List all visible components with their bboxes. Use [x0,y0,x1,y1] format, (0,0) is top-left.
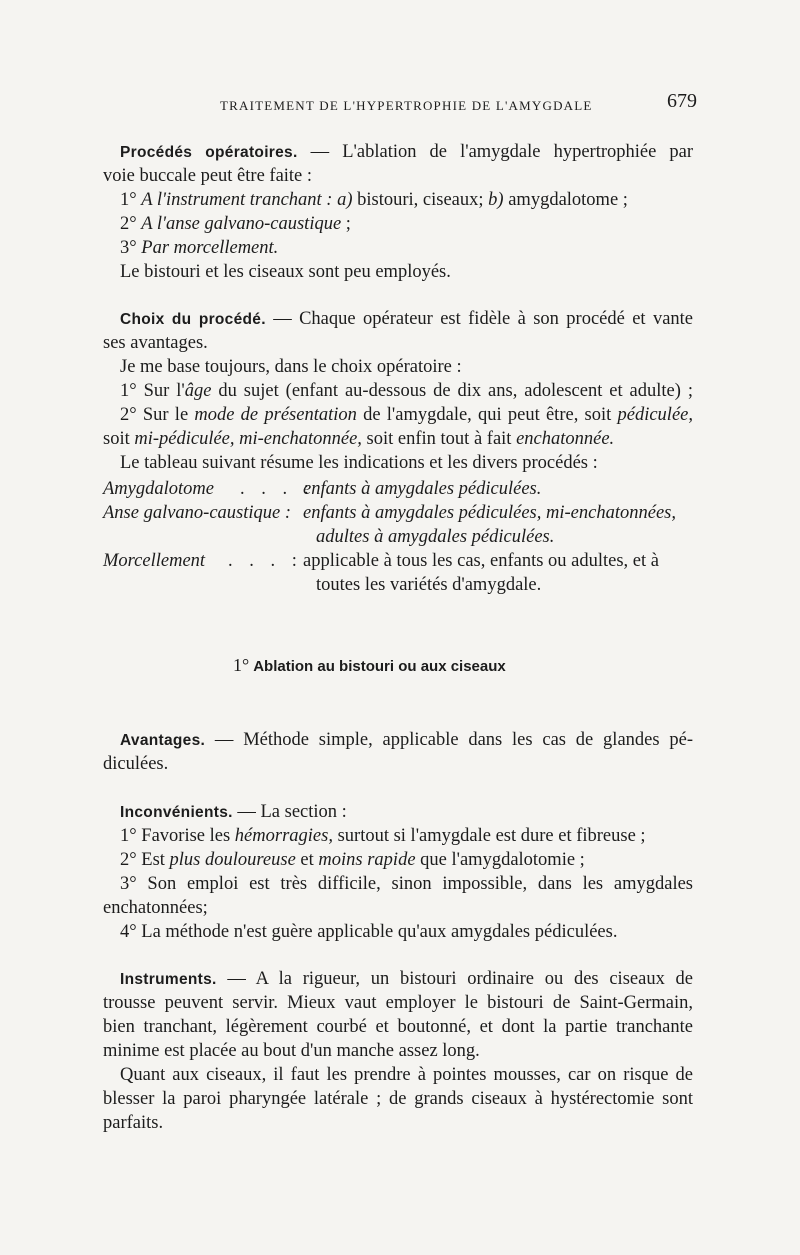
procedes-note: Le bistouri et les ciseaux sont peu employés. [120,262,451,282]
inconvenients-item-1: 1° Favorise les hémorragies, surtout si l'amygdale est dure et fibreuse ; [120,826,646,846]
table-row-2-value-2: adultes à amygdales pédiculées. [316,527,555,547]
table-row-2-label: Anse galvano-caustique : [103,503,292,523]
instruments-line-6: blesser la paroi pharyngée latérale ; de grands ciseaux à hystérectomie sont [103,1089,693,1109]
table-row-1-dots: . . . : [240,479,315,499]
table-row-3-value-1: applicable à tous les cas, enfants ou adultes, et à [303,551,659,571]
procedes-item-3: 3° Par morcellement. [120,238,279,258]
procedes-paragraph-line-1: Procédés opératoires. — L'ablation de l'amygdale hypertrophiée par [120,142,694,162]
instruments-line-5: Quant aux ciseaux, il faut les prendre à pointes mousses, car on risque de [120,1065,693,1085]
inconvenients-item-4: 4° La méthode n'est guère applicable qu'aux amygdales pédiculées. [120,922,618,942]
inconvenients-item-3-line-1: 3° Son emploi est très difficile, sinon impossible, dans les amygdales [120,874,693,894]
table-row-3-dots: . . . : [228,551,303,571]
choix-line-3: Je me base toujours, dans le choix opératoire : [120,357,462,377]
table-row-2-value-1: enfants à amygdales pédiculées, mi-enchatonnées, [303,503,676,523]
choix-line-7: Le tableau suivant résume les indications et les divers procédés : [120,453,598,473]
avantages-line-2: diculées. [103,754,169,774]
table-row-1-value: enfants à amygdales pédiculées. [303,479,542,499]
instruments-line-2: trousse peuvent servir. Mieux vaut employer le bistouri de Saint-Germain, [103,993,693,1013]
table-row-3-label: Morcellement [103,551,206,571]
procedes-item-2: 2° A l'anse galvano-caustique ; [120,214,351,234]
choix-line-5: 2° Sur le mode de présentation de l'amygdale, qui peut être, soit pédiculée, [120,405,693,425]
avantages-heading: Avantages. [120,732,206,749]
procedes-item-1: 1° A l'instrument tranchant : a) bistouri, ciseaux; b) amygdalotome ; [120,190,628,210]
inconvenients-item-3-line-2: enchatonnées; [103,898,208,918]
instruments-line-4: minime est placée au bout d'un manche assez long. [103,1041,480,1061]
choix-line-4: 1° Sur l'âge du sujet (enfant au-dessous de dix ans, adolescent et adulte) ; [120,381,693,401]
table-row-1-label: Amygdalotome [103,479,214,499]
section-heading [233,655,506,676]
section-title: Ablation au bistouri ou aux ciseaux [253,658,506,675]
choix-line-2: ses avantages. [103,333,208,353]
table-row-3-value-2: toutes les variétés d'amygdale. [316,575,542,595]
procedes-heading: Procédés opératoires. [120,144,298,161]
choix-heading: Choix du procédé. [120,311,266,328]
inconvenients-item-2: 2° Est plus douloureuse et moins rapide que l'amygdalotomie ; [120,850,585,870]
running-title: TRAITEMENT DE L'HYPERTROPHIE DE L'AMYGDALE [220,98,593,113]
procedes-paragraph-line-2: voie buccale peut être faite : [103,166,313,186]
instruments-line-1: Instruments. — A la rigueur, un bistouri ordinaire ou des ciseaux de [120,969,694,989]
choix-line-1: Choix du procédé. — Chaque opérateur est fidèle à son procédé et vante [120,309,694,329]
page-number: 679 [667,90,697,112]
inconvenients-heading: Inconvénients. [120,804,233,821]
inconvenients-line-1: Inconvénients. — La section : [120,802,347,822]
avantages-line-1: Avantages. — Méthode simple, applicable dans les cas de glandes pé- [120,730,693,750]
instruments-line-3: bien tranchant, légèrement courbé et boutonné, et dont la partie tranchante [103,1017,693,1037]
instruments-line-7: parfaits. [103,1113,164,1133]
section-number: 1° [233,655,250,675]
choix-line-6: soit mi-pédiculée, mi-enchatonnée, soit enfin tout à fait enchatonnée. [103,429,615,449]
instruments-heading: Instruments. [120,971,217,988]
